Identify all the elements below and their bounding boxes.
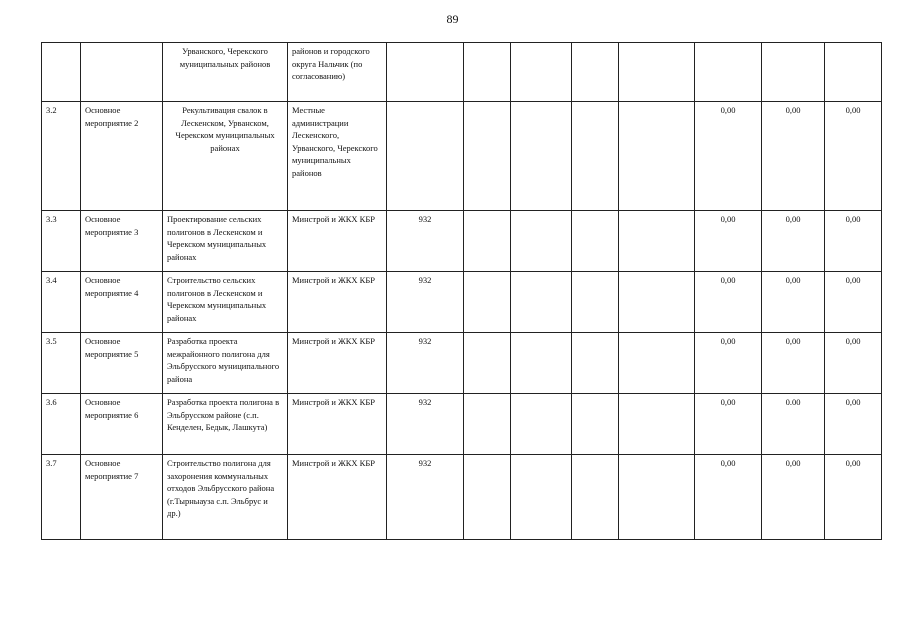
empty-cell xyxy=(511,43,572,102)
empty-cell xyxy=(572,455,619,540)
empty-cell xyxy=(572,43,619,102)
empty-cell xyxy=(511,333,572,394)
row-number-cell: 3.7 xyxy=(42,455,81,540)
value-cell: 0,00 xyxy=(762,102,825,211)
value-cell: 0,00 xyxy=(762,333,825,394)
row-number-cell: 3.2 xyxy=(42,102,81,211)
value-cell: 0,00 xyxy=(825,455,882,540)
row-name-cell: Разработка проекта полигона в Эльбрусском районе (с.п. Кенделен, Бедык, Лашкута) xyxy=(163,394,288,455)
empty-cell xyxy=(511,102,572,211)
row-name-cell: Строительство полигона для захоронения коммунальных отходов Эльбрусского района (г.Тырныауза с.п. Эльбрус и др.) xyxy=(163,455,288,540)
empty-cell xyxy=(511,272,572,333)
empty-cell xyxy=(464,272,511,333)
row-executor-cell: районов и городского округа Нальчик (по согласованию) xyxy=(288,43,387,102)
row-code-cell: 932 xyxy=(387,455,464,540)
table-row xyxy=(42,272,882,333)
empty-cell xyxy=(464,455,511,540)
empty-cell xyxy=(464,394,511,455)
row-type-cell: Основное мероприятие 6 xyxy=(81,394,163,455)
row-type-cell: Основное мероприятие 7 xyxy=(81,455,163,540)
empty-cell xyxy=(619,394,695,455)
row-code-cell: 932 xyxy=(387,211,464,272)
empty-cell xyxy=(619,333,695,394)
value-cell: 0,00 xyxy=(825,102,882,211)
empty-cell xyxy=(572,272,619,333)
value-cell xyxy=(825,43,882,102)
empty-cell xyxy=(619,455,695,540)
row-executor-cell: Минстрой и ЖКХ КБР xyxy=(288,455,387,540)
table-row xyxy=(42,211,882,272)
row-number-cell: 3.3 xyxy=(42,211,81,272)
empty-cell xyxy=(572,102,619,211)
value-cell: 0,00 xyxy=(695,211,762,272)
row-number-cell: 3.6 xyxy=(42,394,81,455)
row-name-cell: Строительство сельских полигонов в Лескенском и Черекском муниципальных районах xyxy=(163,272,288,333)
row-code-cell: 932 xyxy=(387,333,464,394)
value-cell: 0,00 xyxy=(825,211,882,272)
empty-cell xyxy=(572,394,619,455)
empty-cell xyxy=(464,102,511,211)
empty-cell xyxy=(511,211,572,272)
value-cell: 0,00 xyxy=(825,394,882,455)
row-type-cell: Основное мероприятие 3 xyxy=(81,211,163,272)
program-activities-table xyxy=(41,42,882,540)
table-row xyxy=(42,333,882,394)
empty-cell xyxy=(619,211,695,272)
row-code-cell: 932 xyxy=(387,272,464,333)
value-cell: 0,00 xyxy=(762,455,825,540)
row-name-cell: Разработка проекта межрайонного полигона для Эльбрусского муниципального района xyxy=(163,333,288,394)
row-type-cell: Основное мероприятие 4 xyxy=(81,272,163,333)
value-cell: 0,00 xyxy=(762,211,825,272)
row-executor-cell: Минстрой и ЖКХ КБР xyxy=(288,394,387,455)
value-cell: 0.00 xyxy=(762,394,825,455)
row-number-cell: 3.4 xyxy=(42,272,81,333)
table-row xyxy=(42,43,882,102)
value-cell: 0,00 xyxy=(695,102,762,211)
empty-cell xyxy=(511,455,572,540)
row-type-cell xyxy=(81,43,163,102)
table-row xyxy=(42,394,882,455)
empty-cell xyxy=(619,43,695,102)
table-row xyxy=(42,102,882,211)
row-executor-cell: Минстрой и ЖКХ КБР xyxy=(288,272,387,333)
empty-cell xyxy=(572,333,619,394)
row-executor-cell: Минстрой и ЖКХ КБР xyxy=(288,333,387,394)
value-cell: 0,00 xyxy=(695,394,762,455)
empty-cell xyxy=(464,211,511,272)
row-executor-cell: Минстрой и ЖКХ КБР xyxy=(288,211,387,272)
table-row xyxy=(42,455,882,540)
value-cell: 0,00 xyxy=(695,272,762,333)
value-cell: 0,00 xyxy=(825,272,882,333)
row-code-cell: 932 xyxy=(387,394,464,455)
row-code-cell xyxy=(387,43,464,102)
row-name-cell: Урванского, Черекского муниципальных районов xyxy=(163,43,288,102)
empty-cell xyxy=(464,333,511,394)
empty-cell xyxy=(511,394,572,455)
row-code-cell xyxy=(387,102,464,211)
row-executor-cell: Местные администрации Лескенского, Урванского, Черекского муниципальных районов xyxy=(288,102,387,211)
row-number-cell xyxy=(42,43,81,102)
empty-cell xyxy=(464,43,511,102)
value-cell: 0,00 xyxy=(695,455,762,540)
row-name-cell: Рекультивация свалок в Лескенском, Урванском, Черекском муниципальных районах xyxy=(163,102,288,211)
value-cell xyxy=(762,43,825,102)
empty-cell xyxy=(619,272,695,333)
empty-cell xyxy=(619,102,695,211)
value-cell: 0,00 xyxy=(762,272,825,333)
row-number-cell: 3.5 xyxy=(42,333,81,394)
value-cell: 0,00 xyxy=(825,333,882,394)
empty-cell xyxy=(572,211,619,272)
row-name-cell: Проектирование сельских полигонов в Лескенском и Черекском муниципальных районах xyxy=(163,211,288,272)
row-type-cell: Основное мероприятие 2 xyxy=(81,102,163,211)
value-cell: 0,00 xyxy=(695,333,762,394)
page-number: 89 xyxy=(446,12,459,26)
value-cell xyxy=(695,43,762,102)
row-type-cell: Основное мероприятие 5 xyxy=(81,333,163,394)
